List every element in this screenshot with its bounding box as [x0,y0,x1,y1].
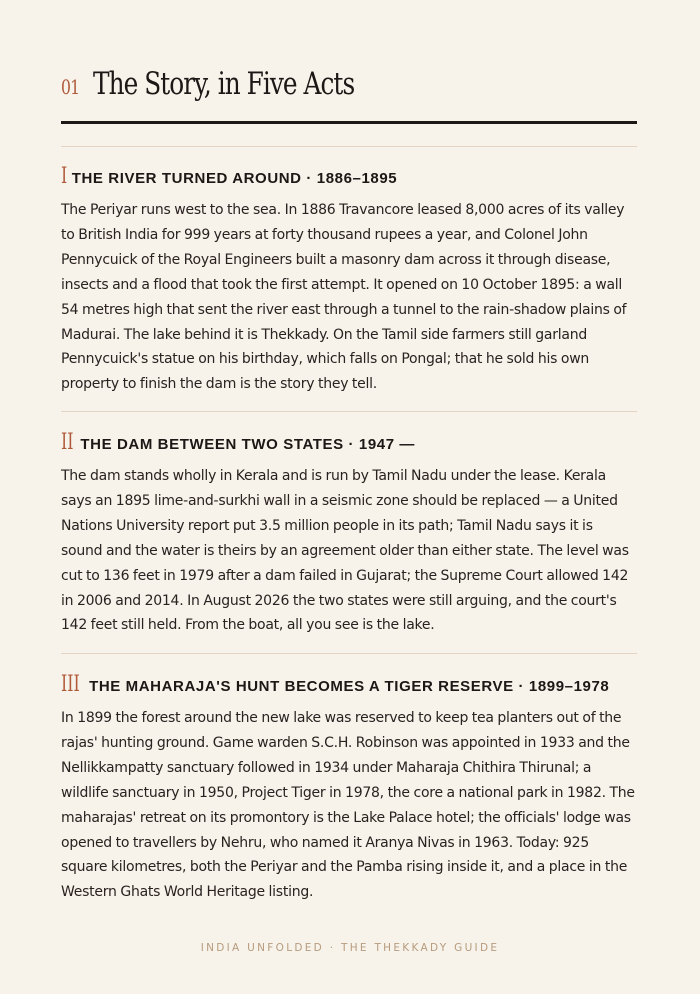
heading-rule [61,121,637,124]
act-heading [61,164,637,190]
act-title: THE DAM BETWEEN TWO STATES · 1947 — [80,436,416,453]
act-section [61,430,637,638]
act-heading [61,430,637,456]
chapter-number: 01 [61,75,80,99]
act-section [61,164,637,397]
act-numeral: III [61,672,80,697]
act-title: THE RIVER TURNED AROUND · 1886–1895 [71,170,398,187]
divider [61,146,637,147]
page-footer: INDIA UNFOLDED · THE THEKKADY GUIDE [200,942,500,954]
chapter-title: The Story, in Five Acts [93,66,355,102]
act-heading [61,672,637,698]
act-section [61,672,637,905]
act-body: In 1899 the forest around the new lake was reserved to keep tea planters out of the rajas' hunting ground. Game warden S.C.H. Robinson was appointed in 1933 and the Nellikkampatty sanctuary followed in 1934 under Maharaja Chithira Thirunal; a wildlife sanctuary in 1950, Project Tiger in 1978, the core a national park in 1982. The maharajas' retreat on its promontory is the Lake Palace hotel; the officials' lodge was opened to travellers by Nehru, who named it Aranya Nivas in 1963. Today: 925 square kilometres, both the Periyar and the Pamba rising inside it, and a place in the Western Ghats World Heritage listing. [61,710,635,901]
act-body: The dam stands wholly in Kerala and is run by Tamil Nadu under the lease. Kerala says an 1895 lime-and-surkhi wall in a seismic zone should be replaced — a United Nations University report put 3.5 million people in its path; Tamil Nadu says it is sound and the water is theirs by an agreement older than either state. The level was cut to 136 feet in 1979 after a dam failed in Gujarat; the Supreme Court allowed 142 in 2006 and 2014. In August 2026 the two states were still arguing, and the court's 142 feet still held. From the boat, all you see is the lake. [61,468,629,634]
divider [61,653,637,654]
act-title: THE MAHARAJA'S HUNT BECOMES A TIGER RESERVE · 1899–1978 [89,678,610,695]
act-numeral: II [61,430,74,455]
divider [61,411,637,412]
act-numeral: I [61,164,68,189]
chapter-header [61,66,637,106]
act-body: The Periyar runs west to the sea. In 1886 Travancore leased 8,000 acres of its valley to British India for 999 years at forty thousand rupees a year, and Colonel John Pennycuick of the Royal Engineers built a masonry dam across it through disease, insects and a flood that took the first attempt. It opened on 10 October 1895: a wall 54 metres high that sent the river east through a tunnel to the rain-shadow plains of Madurai. The lake behind it is Thekkady. On the Tamil side farmers still garland Pennycuick's statue on his birthday, which falls on Pongal; that he sold his own property to finish the dam is the story they tell. [61,202,627,393]
